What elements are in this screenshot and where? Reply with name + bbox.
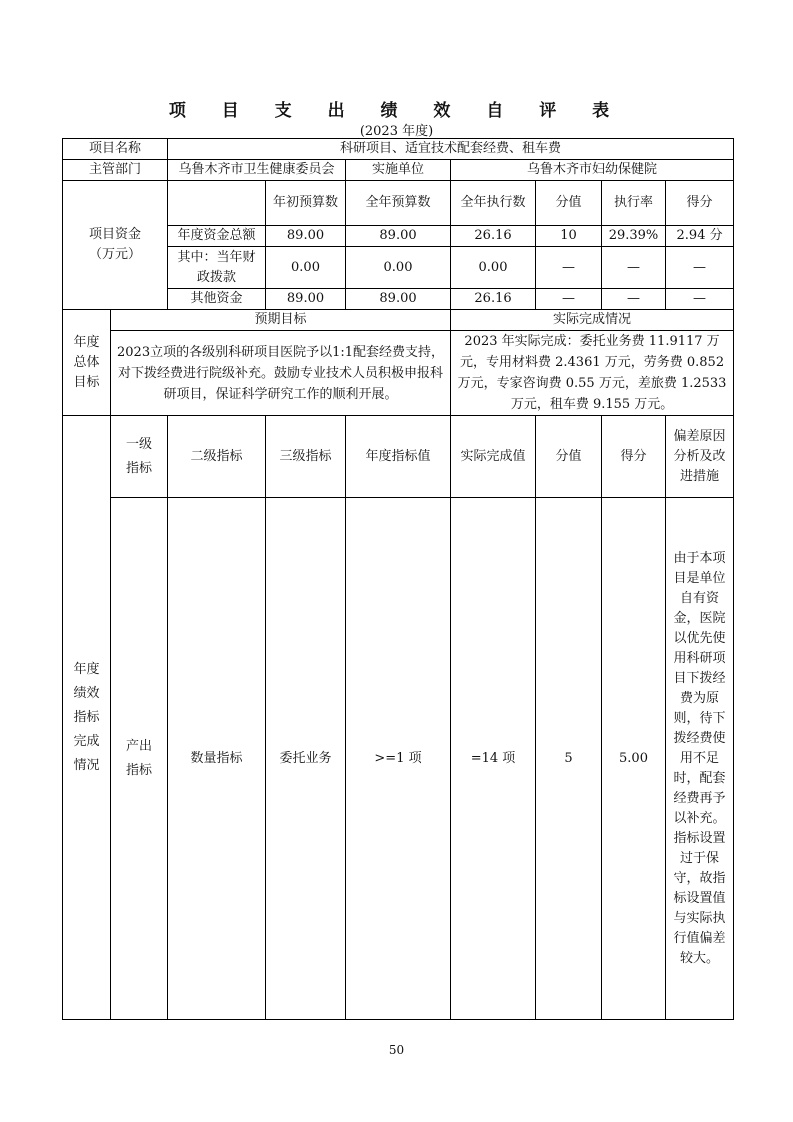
funds-cell: 0.00 xyxy=(346,247,451,289)
actual-completion-header: 实际完成情况 xyxy=(451,310,734,331)
funds-cell: 2.94 分 xyxy=(666,226,734,247)
funds-header: 全年预算数 xyxy=(346,181,451,226)
funds-row-name: 其他资金 xyxy=(168,289,266,310)
deviation-analysis: 由于本项目是单位自有资金，医院以优先使用科研项目下拨经费为原则，待下拨经费使用不足时，配套经费再予以补充。指标设置过于保守，故指标设置值与实际执行值偏差较大。 xyxy=(666,498,734,1020)
dept: 乌鲁木齐市卫生健康委员会 xyxy=(168,160,346,181)
funds-header-blank xyxy=(168,181,266,226)
funds-row-name: 年度资金总额 xyxy=(168,226,266,247)
funds-header: 分值 xyxy=(536,181,602,226)
actual-completion-text: 2023 年实际完成：委托业务费 11.9117 万元，专用材料费 2.4361 万元，劳务费 0.852 万元，专家咨询费 0.55 万元，差旅费 1.2533 万元，租车费 9.155 万元。 xyxy=(451,331,734,416)
funds-cell: 26.16 xyxy=(451,289,536,310)
funds-cell: — xyxy=(602,247,666,289)
indicator-score: 5.00 xyxy=(602,498,666,1020)
impl-label: 实施单位 xyxy=(346,160,451,181)
funds-cell: — xyxy=(666,247,734,289)
self-evaluation-table xyxy=(62,138,734,1020)
funds-cell: — xyxy=(602,289,666,310)
impl: 乌鲁木齐市妇幼保健院 xyxy=(451,160,734,181)
page-number: 50 xyxy=(388,1043,405,1057)
indicator-header: 得分 xyxy=(602,416,666,498)
indicator-header: 分值 xyxy=(536,416,602,498)
funds-cell: — xyxy=(536,289,602,310)
indicator-header: 实际完成值 xyxy=(451,416,536,498)
dept-label: 主管部门 xyxy=(63,160,168,181)
funds-row-name: 其中：当年财政拨款 xyxy=(168,247,266,289)
indicator-header: 年度指标值 xyxy=(346,416,451,498)
funds-cell: 89.00 xyxy=(346,289,451,310)
indicator-header: 二级指标 xyxy=(168,416,266,498)
indicator-score-value: 5 xyxy=(536,498,602,1020)
funds-header: 执行率 xyxy=(602,181,666,226)
indicator-level3: 委托业务 xyxy=(266,498,346,1020)
indicator-target: >=1 项 xyxy=(346,498,451,1020)
expected-goal-header: 预期目标 xyxy=(111,310,451,331)
indicator-actual: =14 项 xyxy=(451,498,536,1020)
expected-goal-text: 2023立项的各级别科研项目医院予以1:1配套经费支持，对下拨经费进行院级补充。鼓励专业技术人员积极申报科研项目，保证科学研究工作的顺利开展。 xyxy=(111,331,451,416)
indicator-header: 一级指标 xyxy=(111,416,168,498)
indicator-level1: 产出指标 xyxy=(111,498,168,1020)
funds-label: 项目资金（万元） xyxy=(63,181,168,310)
funds-cell: — xyxy=(666,289,734,310)
funds-cell: 0.00 xyxy=(451,247,536,289)
funds-cell: 29.39% xyxy=(602,226,666,247)
funds-cell: 26.16 xyxy=(451,226,536,247)
funds-header: 全年执行数 xyxy=(451,181,536,226)
indicator-level2: 数量指标 xyxy=(168,498,266,1020)
overall-goal-label: 年度总体目标 xyxy=(63,310,111,416)
funds-cell: 89.00 xyxy=(266,289,346,310)
funds-header: 得分 xyxy=(666,181,734,226)
page-title: 项 目 支 出 绩 效 自 评 表 xyxy=(168,101,625,121)
project-name: 科研项目、适宜技术配套经费、租车费 xyxy=(168,139,734,160)
funds-cell: — xyxy=(536,247,602,289)
funds-cell: 89.00 xyxy=(266,226,346,247)
funds-cell: 0.00 xyxy=(266,247,346,289)
indicators-label: 年度绩效指标完成情况 xyxy=(63,416,111,1020)
year-subtitle: (2023 年度) xyxy=(359,124,434,139)
indicator-header: 偏差原因分析及改进措施 xyxy=(666,416,734,498)
project-name-label: 项目名称 xyxy=(63,139,168,160)
funds-cell: 10 xyxy=(536,226,602,247)
funds-cell: 89.00 xyxy=(346,226,451,247)
funds-header: 年初预算数 xyxy=(266,181,346,226)
indicator-header: 三级指标 xyxy=(266,416,346,498)
